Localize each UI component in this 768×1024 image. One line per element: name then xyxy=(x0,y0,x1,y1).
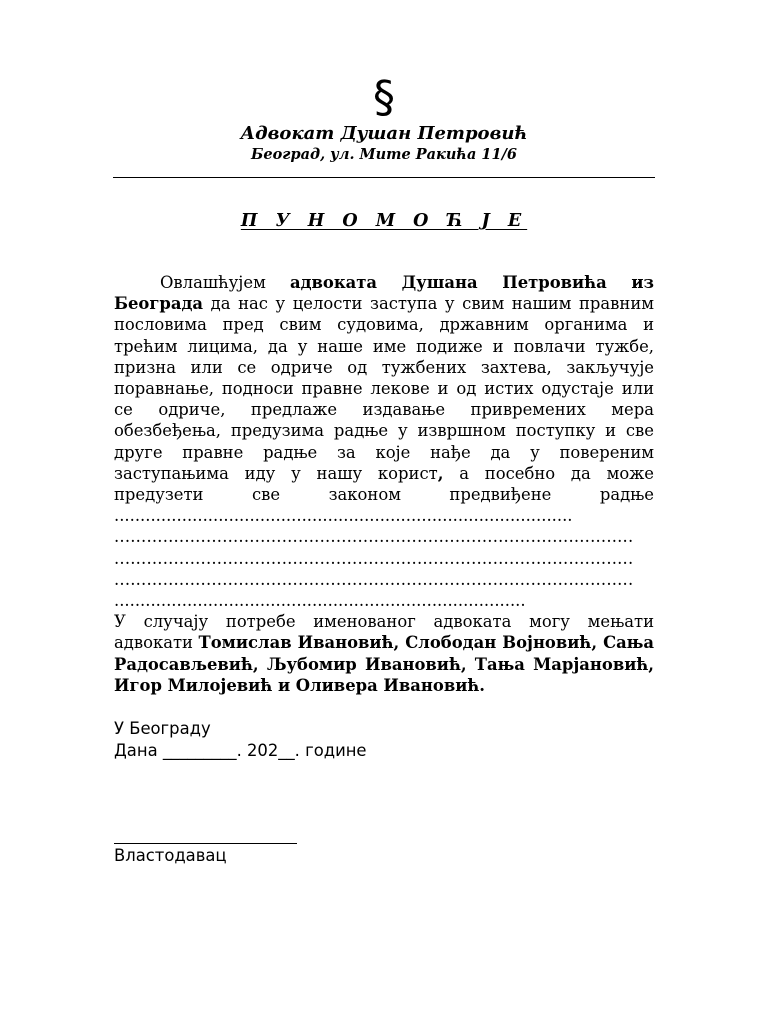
substitutes-names: Томислав Ивановић, Слободан Војновић, Сања Радосављевић, Љубомир Ивановић, Тања Марјановић, Игор Милојевић и Оливера Ивановић. xyxy=(114,633,654,695)
substitutes-paragraph xyxy=(114,611,654,696)
authorization-text: да нас у целости заступа у свим нашим правним пословима пред свим судовима, државним органима и трећим лицима, да у наше име подиже и повлачи тужбе, призна или се одриче од тужбених захтева, закључује поравнање, подноси правне лекове и од истих одустаје или се одриче, предлаже издавање привремених мера обезбеђења, предузима радње у извршном поступку и све друге правне радње за које нађе да у повереним заступањима иду у нашу корист xyxy=(114,294,655,483)
document-body xyxy=(114,272,654,696)
fill-dots-line: ................................................................................................ xyxy=(114,548,634,568)
authorization-intro: Овлашћујем xyxy=(160,273,266,292)
date-line: Дана _________. 202__. године xyxy=(114,740,367,760)
section-sign-icon: § xyxy=(373,72,395,123)
fill-dots-short: ............................................................................... xyxy=(114,591,526,611)
bold-comma: , xyxy=(437,463,444,483)
signature-label: Властодавац xyxy=(114,846,227,865)
attorney-name-header: Адвокат Душан Петровић xyxy=(240,123,528,144)
header-divider xyxy=(113,177,655,178)
fill-dots-line: ................................................................................................ xyxy=(114,569,634,589)
document-title: П У Н О М О Ћ Ј Е xyxy=(240,211,528,231)
signature-line xyxy=(114,843,297,844)
authorization-paragraph xyxy=(114,272,654,526)
attorney-address-header: Београд, ул. Мите Ракића 11/6 xyxy=(251,146,517,163)
attorney-name-bold: адвоката Душана Петровића из Београда xyxy=(114,273,654,314)
place-date-block xyxy=(114,718,367,761)
authorization-tail: а посебно да може предузети све законом предвиђене радње xyxy=(114,463,654,505)
place-line: У Београду xyxy=(114,719,211,738)
substitutes-intro: У случају потребе именованог адвоката могу мењати адвокати xyxy=(114,612,654,653)
fill-dots-inline: ........................................................................................ xyxy=(114,506,573,526)
fill-dots-line: ................................................................................................ xyxy=(114,527,634,547)
